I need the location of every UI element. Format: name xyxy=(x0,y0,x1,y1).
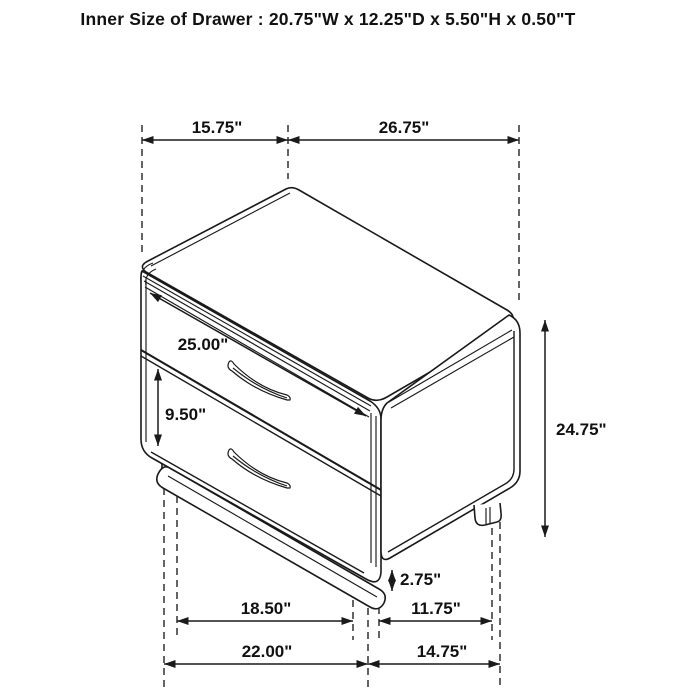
dim-base-depth-outer xyxy=(368,642,500,664)
dim-base-height xyxy=(392,570,441,591)
dim-label-drawer-front-height: 9.50" xyxy=(165,405,207,424)
dim-label-overall-height: 24.75" xyxy=(556,420,607,439)
dim-top-width xyxy=(142,118,288,140)
dim-label-base-depth-inner: 11.75" xyxy=(411,599,461,618)
dim-label-top-width: 15.75" xyxy=(191,118,243,137)
dim-base-depth-inner xyxy=(379,599,492,621)
dim-overall-height xyxy=(545,320,607,537)
dim-top-depth xyxy=(288,118,519,140)
dim-label-base-width-outer: 22.00" xyxy=(241,642,293,661)
dim-label-top-depth: 26.75" xyxy=(378,118,430,137)
page-title: Inner Size of Drawer : 20.75"W x 12.25"D x 5.50"H x 0.50"T xyxy=(80,9,576,29)
dim-label-drawer-front-width: 25.00" xyxy=(177,335,229,354)
dim-label-base-depth-outer: 14.75" xyxy=(416,642,468,661)
dim-base-width-outer xyxy=(164,642,368,664)
right-foot xyxy=(474,503,501,525)
dim-label-base-height: 2.75" xyxy=(400,570,442,589)
dim-label-base-width-inner: 18.50" xyxy=(240,599,292,618)
furniture-drawing xyxy=(141,188,520,609)
dim-base-width-inner xyxy=(177,599,353,621)
